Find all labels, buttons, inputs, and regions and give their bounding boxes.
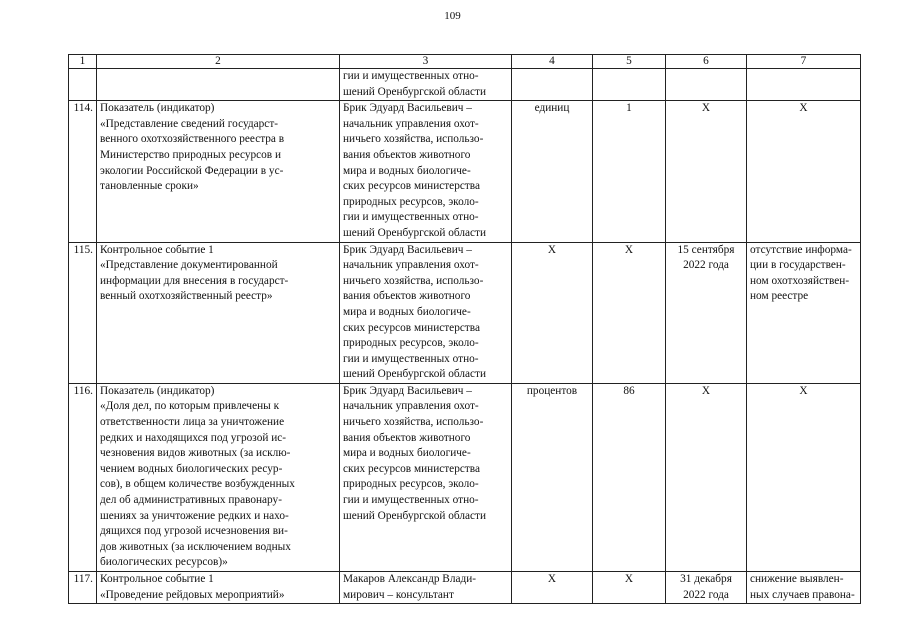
unit-cell: Х — [512, 242, 593, 383]
result-cell: снижение выявлен- ных случаев правона- — [747, 572, 861, 604]
column-header: 7 — [747, 55, 861, 69]
page-number: 109 — [444, 10, 461, 22]
value-cell: Х — [593, 242, 666, 383]
column-header: 3 — [340, 55, 512, 69]
responsible-person: Брик Эдуард Васильевич – начальник управления охот- ничьего хозяйства, использо- вания объектов животного мира и водных биологиче- ских ресурсов министерства природных ресурсов, эколо- гии и имущественных отно- шений Оренбургской области — [340, 383, 512, 571]
table-row — [69, 383, 861, 571]
result-cell: Х — [747, 101, 861, 242]
column-header: 4 — [512, 55, 593, 69]
row-number — [69, 69, 97, 101]
measure-name: Показатель (индикатор) «Представление сведений государст- венного охотхозяйственного реестра в Министерство природных ресурсов и экологии Российской Федерации в ус- тановленные сроки» — [97, 101, 340, 242]
header-row — [69, 55, 861, 69]
column-header: 5 — [593, 55, 666, 69]
result-cell: отсутствие информа- ции в государствен- ном охотхозяйствен- ном реестре — [747, 242, 861, 383]
deadline-cell: 31 декабря 2022 года — [666, 572, 747, 604]
table-row — [69, 242, 861, 383]
responsible-person: Макаров Александр Влади- мирович – консультант — [340, 572, 512, 604]
column-header: 1 — [69, 55, 97, 69]
responsible-person: Брик Эдуард Васильевич – начальник управления охот- ничьего хозяйства, использо- вания объектов животного мира и водных биологиче- ских ресурсов министерства природных ресурсов, эколо- гии и имущественных отно- шений Оренбургской области — [340, 242, 512, 383]
measure-name: Контрольное событие 1 «Представление документированной информации для внесения в государст- венный охотхозяйственный реестр» — [97, 242, 340, 383]
result-cell: Х — [747, 383, 861, 571]
unit-cell: процентов — [512, 383, 593, 571]
plan-table — [68, 54, 861, 604]
row-number: 114. — [69, 101, 97, 242]
value-cell — [593, 69, 666, 101]
deadline-cell — [666, 69, 747, 101]
column-header: 6 — [666, 55, 747, 69]
measure-name: Контрольное событие 1 «Проведение рейдовых мероприятий» — [97, 572, 340, 604]
result-cell — [747, 69, 861, 101]
unit-cell — [512, 69, 593, 101]
table-row — [69, 572, 861, 604]
responsible-person: гии и имущественных отно- шений Оренбургской области — [340, 69, 512, 101]
measure-name — [97, 69, 340, 101]
row-number: 115. — [69, 242, 97, 383]
row-number: 116. — [69, 383, 97, 571]
responsible-person: Брик Эдуард Васильевич – начальник управления охот- ничьего хозяйства, использо- вания объектов животного мира и водных биологиче- ских ресурсов министерства природных ресурсов, эколо- гии и имущественных отно- шений Оренбургской области — [340, 101, 512, 242]
deadline-cell: Х — [666, 383, 747, 571]
value-cell: Х — [593, 572, 666, 604]
table-row — [69, 69, 861, 101]
table-row — [69, 101, 861, 242]
unit-cell: Х — [512, 572, 593, 604]
measure-name: Показатель (индикатор) «Доля дел, по которым привлечены к ответственности лица за уничтожение редких и находящихся под угрозой ис- чезновения видов животных (за исклю- чением водных биологических ресур- сов), в общем количестве возбужденных дел об административных правонару- шениях за уничтожение редких и нахо- дящихся под угрозой исчезновения ви- дов животных (за исключением водных биологических ресурсов)» — [97, 383, 340, 571]
deadline-cell: Х — [666, 101, 747, 242]
unit-cell: единиц — [512, 101, 593, 242]
column-header: 2 — [97, 55, 340, 69]
value-cell: 1 — [593, 101, 666, 242]
row-number: 117. — [69, 572, 97, 604]
deadline-cell: 15 сентября 2022 года — [666, 242, 747, 383]
value-cell: 86 — [593, 383, 666, 571]
